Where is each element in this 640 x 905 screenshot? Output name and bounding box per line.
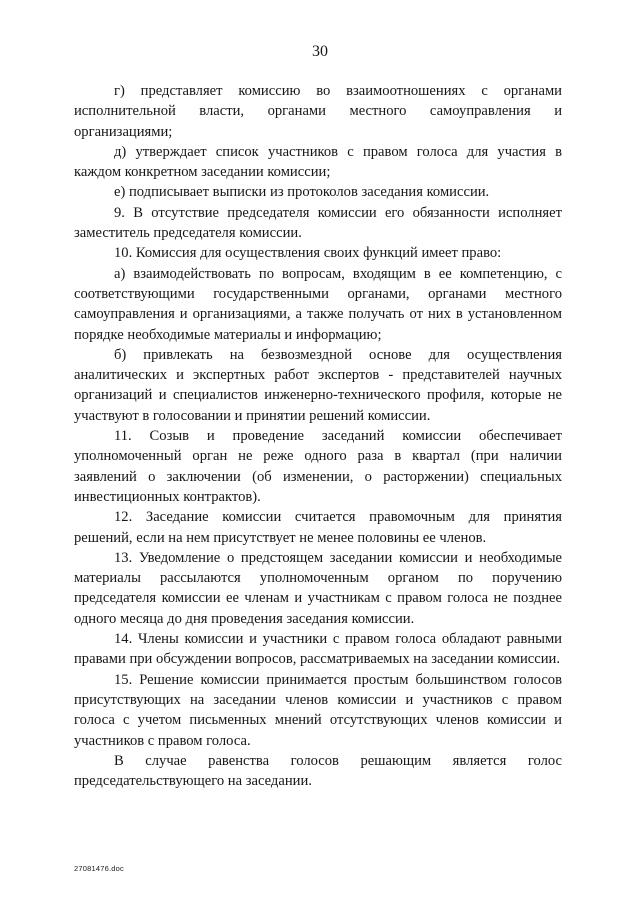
paragraph-10: 10. Комиссия для осуществления своих функций имеет право: [114,245,502,262]
paragraph-9: 9. В отсутствие председателя комиссии его обязанности исполняет заместитель председателя комиссии. [74,204,562,242]
paragraph-12: 12. Заседание комиссии считается правомочным для принятия решений, если на нем присутствует не менее половины ее членов. [74,509,562,546]
paragraph-11: 11. Созыв и проведение заседаний комиссии обеспечивает уполномоченный орган не реже одного раза в квартал (при наличии заявлений о заключении (об изменении, о расторжении) специальных инвестиционных контрактов). [74,428,562,505]
paragraph-b: б) привлекать на безвозмездной основе для осуществления аналитических и экспертных работ экспертов - представителей научных организаций и специалистов инженерно-технического профиля, которые не участвуют в голосовании и принятии решений комиссии. [74,346,562,424]
page-number: 30 [312,43,328,60]
paragraph-15: 15. Решение комиссии принимается простым большинством голосов присутствующих на заседании членов комиссии и участников с правом голоса с учетом письменных мнений отсутствующих членов комиссии и участников с правом голоса. [74,671,562,749]
paragraph-e: е) подписывает выписки из протоколов заседания комиссии. [114,184,490,201]
paragraph-g: г) представляет комиссию во взаимоотношениях с органами исполнительной власти, органами местного самоуправления и организациями; [74,83,562,140]
paragraph-a: а) взаимодействовать по вопросам, входящим в ее компетенцию, с соответствующими государственными органами, органами местного самоуправления и организациями, а также получать от них в установленном порядке необходимые материалы и информацию; [74,265,562,343]
footer-filename: 27081476.doc [74,864,124,873]
paragraph-14: 14. Члены комиссии и участники с правом голоса обладают равными правами при обсуждении вопросов, рассматриваемых на заседании комиссии. [74,631,562,668]
document-body [74,81,562,791]
paragraph-tie-vote: В случае равенства голосов решающим является голос председательствующего на заседании. [74,752,562,790]
paragraph-d: д) утверждает список участников с правом голоса для участия в каждом конкретном заседании комиссии; [74,143,562,181]
paragraph-13: 13. Уведомление о предстоящем заседании комиссии и необходимые материалы рассылаются уполномоченным органом по поручению председателя комиссии ее членам и участникам с правом голоса не позднее одного месяца до дня проведения заседания комиссии. [74,549,562,627]
